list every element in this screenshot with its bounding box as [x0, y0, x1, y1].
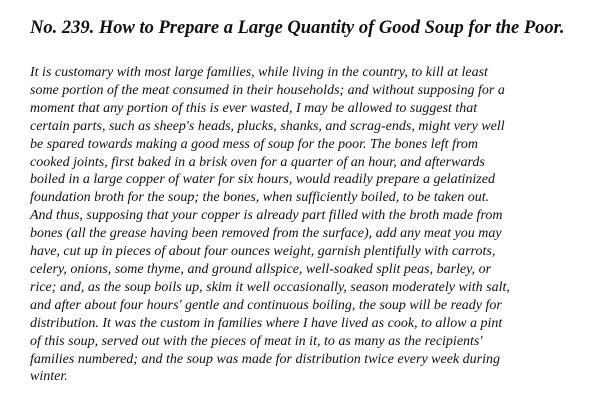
body-line: of this soup, served out with the pieces of meat in it, to as many as the recipients' [30, 333, 483, 349]
body-line: and after about four hours' gentle and continuous boiling, the soup will be ready for [30, 297, 502, 313]
body-line: boiled in a large copper of water for six hours, would readily prepare a gelatinized [30, 172, 495, 188]
recipe-title: No. 239. How to Prepare a Large Quantity of Good Soup for the Poor. [30, 18, 565, 38]
body-line: foundation broth for the soup; the bones, when sufficiently boiled, to be taken out. [30, 190, 490, 206]
body-line: celery, onions, some thyme, and ground allspice, well-soaked split peas, barley, or [30, 261, 492, 277]
body-line: families numbered; and the soup was made for distribution twice every week during [30, 351, 500, 367]
recipe-body [30, 64, 590, 386]
body-line: It is customary with most large families, while living in the country, to kill at least [30, 65, 488, 80]
body-line: bones (all the grease having been removed from the surface), add any meat you may [30, 226, 502, 242]
body-line: certain parts, such as sheep's heads, plucks, shanks, and scrag-ends, might very well [30, 118, 505, 134]
body-line: cooked joints, first baked in a brisk oven for a quarter of an hour, and afterwards [30, 154, 485, 170]
body-line: And thus, supposing that your copper is already part filled with the broth made from [30, 208, 503, 224]
body-line: some portion of the meat consumed in their households; and without supposing for a [30, 82, 505, 98]
body-line: winter. [30, 369, 68, 385]
body-line: moment that any portion of this is ever wasted, I may be allowed to suggest that [30, 100, 478, 116]
body-line: rice; and, as the soup boils up, skim it well occasionally, season moderately with salt, [30, 279, 510, 295]
body-line: be spared towards making a good mess of soup for the poor. The bones left from [30, 136, 478, 152]
body-line: have, cut up in pieces of about four ounces weight, garnish plentifully with carrots, [30, 244, 496, 260]
body-line: distribution. It was the custom in families where I have lived as cook, to allow a pint [30, 315, 503, 331]
